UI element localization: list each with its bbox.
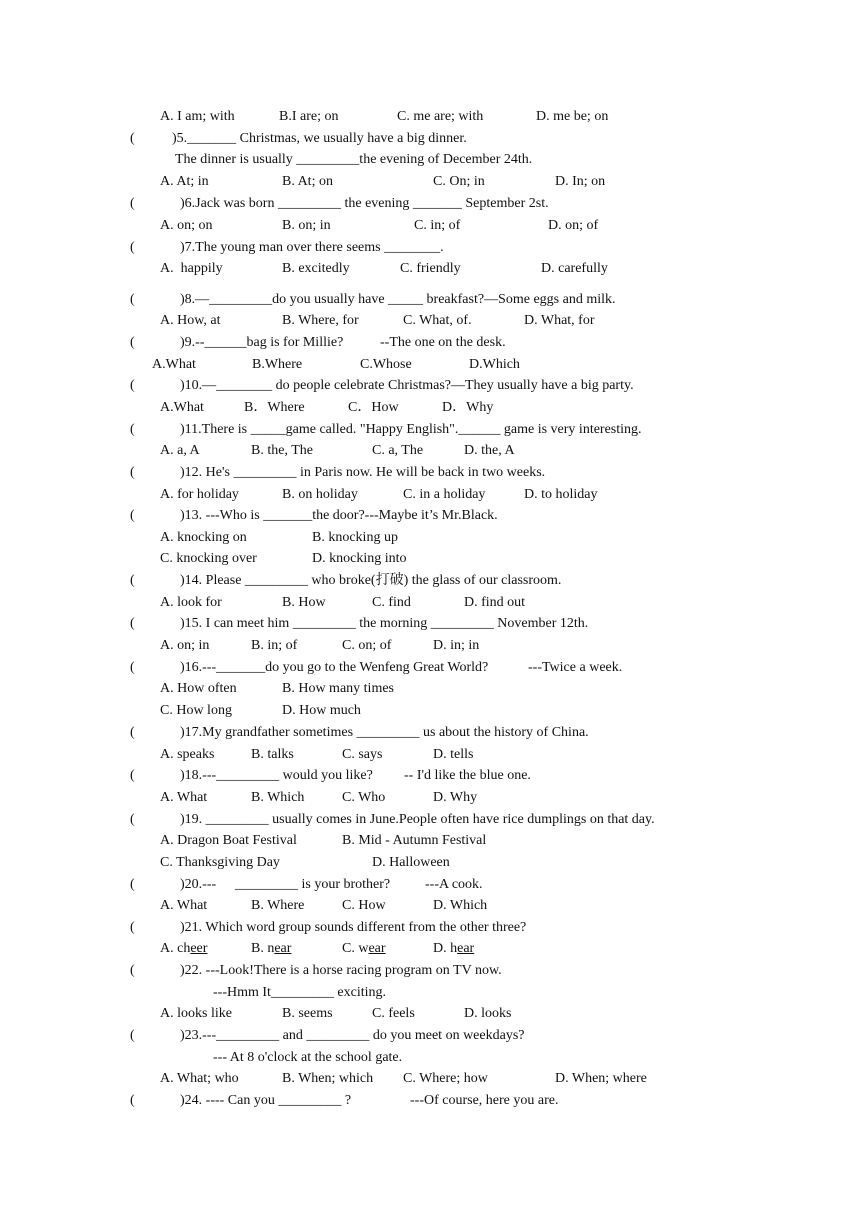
text-segment: A. What; who bbox=[160, 1071, 239, 1086]
text-segment: ( bbox=[130, 920, 135, 935]
text-segment: D.Which bbox=[469, 357, 520, 372]
text-segment: C. find bbox=[372, 595, 411, 610]
text-segment: D. me be; on bbox=[536, 109, 609, 124]
text-segment: D. find out bbox=[464, 595, 526, 610]
text-segment: ( bbox=[130, 725, 135, 740]
text-segment: A. What bbox=[160, 898, 208, 913]
text-segment: C. Thanksgiving Day bbox=[160, 855, 280, 870]
text-segment: ( bbox=[130, 335, 135, 350]
text-segment: A. speaks bbox=[160, 747, 215, 762]
text-segment: )16.---_______do you go to the Wenfeng Great World? bbox=[180, 660, 489, 675]
text-segment: B.I are; on bbox=[279, 109, 339, 124]
text-segment: B. excitedly bbox=[282, 261, 350, 276]
text-segment: B. on holiday bbox=[282, 487, 358, 502]
underlined-letters: ear bbox=[457, 941, 475, 956]
text-segment: B. At; on bbox=[282, 174, 333, 189]
text-segment: --- At 8 o'clock at the school gate. bbox=[213, 1050, 403, 1065]
text-segment: C. feels bbox=[372, 1006, 415, 1021]
text-segment: D. How much bbox=[282, 703, 361, 718]
text-segment: A. for holiday bbox=[160, 487, 239, 502]
text-segment: )21. Which word group sounds different from the other three? bbox=[180, 920, 527, 935]
text-segment: )11.There is _____game called. "Happy English".______ game is very interesting. bbox=[180, 422, 642, 437]
underlined-letters: eer bbox=[190, 941, 208, 956]
text-segment: C. on; of bbox=[342, 638, 392, 653]
text-segment: D. to holiday bbox=[524, 487, 598, 502]
text-segment: D. on; of bbox=[548, 218, 599, 233]
text-segment: ( bbox=[130, 131, 135, 146]
text-segment: --The one on the desk. bbox=[380, 335, 506, 350]
text-segment: A. happily bbox=[160, 261, 223, 276]
text-segment: B. Where bbox=[251, 898, 305, 913]
text-segment: C. Who bbox=[342, 790, 386, 805]
text-segment: C. How bbox=[342, 898, 386, 913]
text-segment: C. me are; with bbox=[397, 109, 484, 124]
text-segment: A. Dragon Boat Festival bbox=[160, 833, 297, 848]
text-segment: ( bbox=[130, 1093, 135, 1108]
text-segment: C. wear bbox=[342, 941, 386, 956]
text-segment: _________ is your brother? bbox=[235, 877, 391, 892]
text-segment: B. How bbox=[282, 595, 326, 610]
text-segment: D. In; on bbox=[555, 174, 606, 189]
text-segment: )8.—_________do you usually have _____ breakfast?—Some eggs and milk. bbox=[180, 292, 616, 307]
text-segment: B. Mid - Autumn Festival bbox=[342, 833, 487, 848]
text-segment: )18.---_________ would you like? bbox=[180, 768, 373, 783]
text-segment: -- I'd like the blue one. bbox=[404, 768, 531, 783]
text-segment: ( bbox=[130, 465, 135, 480]
text-segment: B. Where, for bbox=[282, 313, 359, 328]
text-segment: D. tells bbox=[433, 747, 474, 762]
text-segment: C. friendly bbox=[400, 261, 461, 276]
text-segment: A. I am; with bbox=[160, 109, 235, 124]
text-segment: B. the, The bbox=[251, 443, 313, 458]
text-segment: )12. He's _________ in Paris now. He will be back in two weeks. bbox=[180, 465, 546, 480]
text-segment: B. Which bbox=[251, 790, 305, 805]
text-segment: A. look for bbox=[160, 595, 222, 610]
text-segment: D. carefully bbox=[541, 261, 608, 276]
text-segment: A. a, A bbox=[160, 443, 200, 458]
text-segment: B. near bbox=[251, 941, 292, 956]
text-segment: )20.--- bbox=[180, 877, 217, 892]
text-segment: The dinner is usually _________the evening of December 24th. bbox=[175, 152, 533, 167]
text-segment: )10.—________ do people celebrate Christmas?—They usually have a big party. bbox=[180, 378, 634, 393]
text-segment: B. knocking up bbox=[312, 530, 398, 545]
text-segment: D. Why bbox=[433, 790, 478, 805]
text-segment: A. What bbox=[160, 790, 208, 805]
text-segment: D. What, for bbox=[524, 313, 595, 328]
text-segment: A. knocking on bbox=[160, 530, 247, 545]
text-segment: )6.Jack was born _________ the evening _______ September 2st. bbox=[180, 196, 549, 211]
text-segment: ( bbox=[130, 196, 135, 211]
text-segment: ( bbox=[130, 877, 135, 892]
text-segment: A. on; on bbox=[160, 218, 213, 233]
text-segment: ( bbox=[130, 292, 135, 307]
text-segment: A. cheer bbox=[160, 941, 208, 956]
text-segment: D. Halloween bbox=[372, 855, 450, 870]
text-segment: B. How many times bbox=[282, 681, 394, 696]
text-segment: ( bbox=[130, 240, 135, 255]
text-segment: C. in; of bbox=[414, 218, 461, 233]
text-segment: D．Why bbox=[442, 400, 494, 415]
text-segment: )7.The young man over there seems ________. bbox=[180, 240, 444, 255]
text-segment: C. Where; how bbox=[403, 1071, 488, 1086]
text-segment: C. How long bbox=[160, 703, 232, 718]
text-segment: ( bbox=[130, 1028, 135, 1043]
text-segment: )15. I can meet him _________ the morning _________ November 12th. bbox=[180, 616, 589, 631]
text-segment: ( bbox=[130, 508, 135, 523]
text-segment: C. in a holiday bbox=[403, 487, 486, 502]
text-segment: D. looks bbox=[464, 1006, 512, 1021]
text-segment: B．Where bbox=[244, 400, 305, 415]
text-segment: )22. ---Look!There is a horse racing program on TV now. bbox=[180, 963, 502, 978]
text-segment: C．How bbox=[348, 400, 399, 415]
text-segment: A.What bbox=[152, 357, 196, 372]
text-segment: C. a, The bbox=[372, 443, 424, 458]
text-segment: ( bbox=[130, 660, 135, 675]
text-segment: B. seems bbox=[282, 1006, 333, 1021]
text-segment: D. Which bbox=[433, 898, 488, 913]
text-segment: A. looks like bbox=[160, 1006, 232, 1021]
text-segment: B. When; which bbox=[282, 1071, 374, 1086]
text-segment: C.Whose bbox=[360, 357, 412, 372]
text-segment: ---Of course, here you are. bbox=[410, 1093, 559, 1108]
text-segment: )5._______ Christmas, we usually have a big dinner. bbox=[172, 131, 467, 146]
text-segment: )23.---_________ and _________ do you meet on weekdays? bbox=[180, 1028, 525, 1043]
text-segment: D. knocking into bbox=[312, 551, 407, 566]
text-segment: D. When; where bbox=[555, 1071, 647, 1086]
text-segment: ---A cook. bbox=[425, 877, 483, 892]
text-segment: A.What bbox=[160, 400, 204, 415]
underlined-letters: ear bbox=[274, 941, 292, 956]
text-segment: A. How, at bbox=[160, 313, 221, 328]
text-segment: C. What, of. bbox=[403, 313, 472, 328]
text-segment: )17.My grandfather sometimes _________ us about the history of China. bbox=[180, 725, 589, 740]
text-segment: ( bbox=[130, 963, 135, 978]
text-segment: B. in; of bbox=[251, 638, 298, 653]
text-segment: )24. ---- Can you _________ ? bbox=[180, 1093, 352, 1108]
text-segment: A. How often bbox=[160, 681, 237, 696]
underlined-letters: ear bbox=[368, 941, 386, 956]
text-segment: C. knocking over bbox=[160, 551, 257, 566]
text-segment: B. talks bbox=[251, 747, 294, 762]
text-segment: ( bbox=[130, 573, 135, 588]
text-segment: )9.--______bag is for Millie? bbox=[180, 335, 344, 350]
text-segment: B.Where bbox=[252, 357, 303, 372]
text-segment: A. on; in bbox=[160, 638, 210, 653]
text-segment: ( bbox=[130, 422, 135, 437]
text-segment: C. On; in bbox=[433, 174, 485, 189]
text-segment: B. on; in bbox=[282, 218, 331, 233]
text-segment: D. hear bbox=[433, 941, 475, 956]
text-segment: ( bbox=[130, 812, 135, 827]
text-segment: )19. _________ usually comes in June.People often have rice dumplings on that day. bbox=[180, 812, 655, 827]
text-segment: )14. Please _________ who broke(打破) the glass of our classroom. bbox=[180, 573, 562, 588]
text-segment: D. in; in bbox=[433, 638, 480, 653]
text-segment: D. the, A bbox=[464, 443, 515, 458]
text-segment: )13. ---Who is _______the door?---Maybe it’s Mr.Black. bbox=[180, 508, 498, 523]
text-segment: ( bbox=[130, 768, 135, 783]
text-segment: C. says bbox=[342, 747, 383, 762]
text-segment: ( bbox=[130, 378, 135, 393]
text-segment: ( bbox=[130, 616, 135, 631]
text-segment: ---Twice a week. bbox=[528, 660, 623, 675]
text-segment: ---Hmm It_________ exciting. bbox=[213, 985, 387, 1000]
text-segment: A. At; in bbox=[160, 174, 209, 189]
